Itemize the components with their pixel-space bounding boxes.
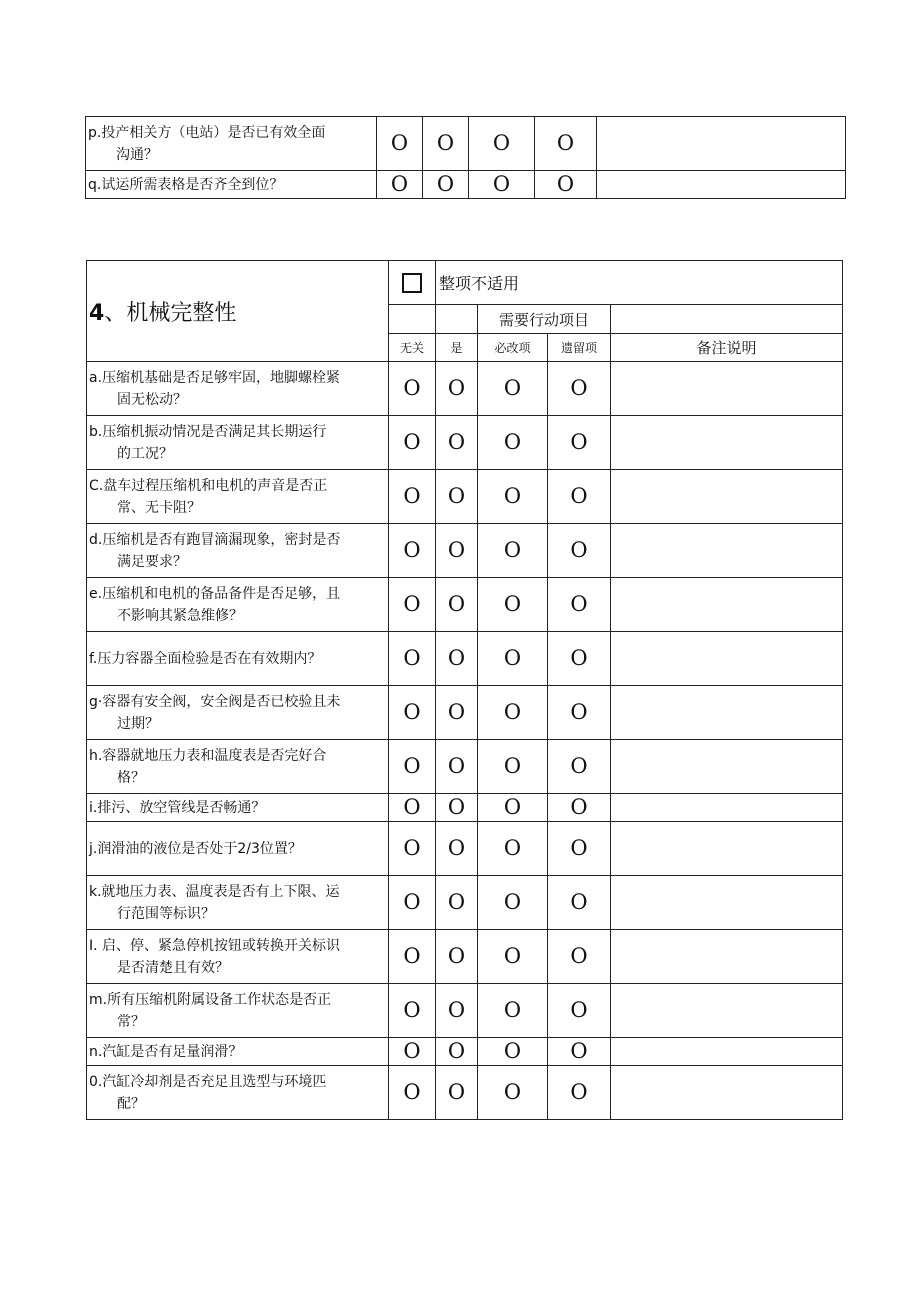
question-text: h.容器就地压力表和温度表是否完好合	[89, 747, 327, 764]
must-fix-option[interactable]: O	[478, 984, 548, 1038]
col-irrelevant: 无关	[389, 334, 436, 362]
empty-header-cell	[389, 305, 436, 334]
table-row	[87, 740, 843, 794]
legacy-option[interactable]: O	[548, 686, 611, 740]
irrelevant-option[interactable]: O	[389, 470, 436, 524]
question-cell	[86, 171, 377, 199]
legacy-option[interactable]: O	[548, 416, 611, 470]
yes-option[interactable]: O	[436, 794, 478, 822]
yes-option[interactable]: O	[436, 632, 478, 686]
question-text-continued: 不影响其紧急维修？	[117, 607, 243, 624]
yes-option[interactable]: O	[436, 362, 478, 416]
legacy-option[interactable]: O	[548, 632, 611, 686]
yes-option[interactable]: O	[436, 578, 478, 632]
table-row	[87, 794, 843, 822]
irrelevant-option[interactable]: O	[389, 524, 436, 578]
question-cell	[87, 632, 389, 686]
table-row	[87, 632, 843, 686]
question-cell	[87, 686, 389, 740]
yes-option[interactable]: O	[436, 876, 478, 930]
question-cell	[87, 416, 389, 470]
col-yes: 是	[436, 334, 478, 362]
legacy-option[interactable]: O	[548, 524, 611, 578]
not-applicable-label: 整项不适用	[436, 261, 843, 305]
question-cell	[87, 984, 389, 1038]
irrelevant-option[interactable]: O	[389, 1066, 436, 1120]
must-fix-option[interactable]: O	[478, 1066, 548, 1120]
question-text-continued: 是否清楚且有效？	[117, 959, 229, 976]
legacy-option[interactable]: O	[548, 470, 611, 524]
table-row	[87, 1038, 843, 1066]
question-text: b.压缩机振动情况是否满足其长期运行	[89, 423, 327, 440]
question-text: q.试运所需表格是否齐全到位？	[88, 176, 284, 193]
question-text-continued: 满足要求？	[117, 553, 187, 570]
question-cell	[87, 470, 389, 524]
must-fix-option[interactable]: O	[478, 416, 548, 470]
remarks-cell[interactable]	[597, 171, 846, 199]
question-text-continued: 常、无卡阻？	[117, 499, 201, 516]
yes-option[interactable]: O	[436, 1038, 478, 1066]
col-must-fix: 必改项	[478, 334, 548, 362]
question-text-continued: 行范围等标识？	[117, 905, 215, 922]
remarks-cell[interactable]	[611, 362, 843, 416]
yes-option[interactable]: O	[436, 524, 478, 578]
question-text-continued: 的工况？	[117, 445, 173, 462]
irrelevant-option[interactable]: O	[389, 578, 436, 632]
irrelevant-option[interactable]: O	[389, 686, 436, 740]
yes-option[interactable]: O	[436, 416, 478, 470]
remarks-cell[interactable]	[611, 470, 843, 524]
question-text: 0.汽缸冷却剂是否充足且选型与环境匹	[89, 1073, 327, 1090]
remarks-cell[interactable]	[611, 686, 843, 740]
must-fix-option[interactable]: O	[478, 632, 548, 686]
legacy-option[interactable]: O	[548, 578, 611, 632]
table-row	[87, 930, 843, 984]
irrelevant-option[interactable]: O	[389, 740, 436, 794]
table-row	[87, 470, 843, 524]
question-text-continued: 常？	[117, 1013, 145, 1030]
irrelevant-option[interactable]: O	[377, 117, 423, 171]
table-row	[86, 171, 846, 199]
question-text: p.投产相关方（电站）是否已有效全面	[88, 124, 326, 141]
remarks-cell[interactable]	[611, 632, 843, 686]
remarks-cell[interactable]	[611, 524, 843, 578]
must-fix-option[interactable]: O	[478, 362, 548, 416]
question-text-continued: 过期？	[117, 715, 159, 732]
yes-option[interactable]: O	[436, 1066, 478, 1120]
table-row	[87, 984, 843, 1038]
section-4-table	[86, 260, 843, 1120]
remarks-cell[interactable]	[611, 1066, 843, 1120]
yes-option[interactable]: O	[436, 686, 478, 740]
remarks-cell[interactable]	[611, 984, 843, 1038]
must-fix-option[interactable]: O	[478, 524, 548, 578]
irrelevant-option[interactable]: O	[389, 416, 436, 470]
remarks-cell[interactable]	[611, 794, 843, 822]
must-fix-option[interactable]: O	[478, 930, 548, 984]
table-row	[87, 1066, 843, 1120]
table-row	[87, 362, 843, 416]
question-cell	[87, 578, 389, 632]
question-cell	[87, 740, 389, 794]
question-text: f.压力容器全面检验是否在有效期内？	[89, 650, 322, 667]
question-text-continued: 沟通？	[116, 146, 158, 163]
remarks-cell[interactable]	[611, 822, 843, 876]
question-text: i.排污、放空管线是否畅通？	[89, 799, 266, 816]
must-fix-option[interactable]: O	[469, 117, 535, 171]
legacy-option[interactable]: O	[548, 794, 611, 822]
question-text: n.汽缸是否有足量润滑？	[89, 1043, 243, 1060]
table-row	[86, 117, 846, 171]
not-applicable-checkbox-cell[interactable]	[389, 261, 436, 305]
section-title	[87, 261, 389, 362]
need-action-label: 需要行动项目	[478, 305, 611, 334]
question-text-continued: 配？	[117, 1095, 145, 1112]
remarks-cell[interactable]	[597, 117, 846, 171]
table-row	[87, 524, 843, 578]
remarks-cell[interactable]	[611, 416, 843, 470]
remarks-cell[interactable]	[611, 876, 843, 930]
irrelevant-option[interactable]: O	[389, 984, 436, 1038]
question-cell	[87, 1066, 389, 1120]
question-text: a.压缩机基础是否足够牢固，地脚螺栓紧	[89, 369, 341, 386]
legacy-option[interactable]: O	[535, 117, 597, 171]
remarks-cell[interactable]	[611, 930, 843, 984]
irrelevant-option[interactable]: O	[389, 876, 436, 930]
yes-option[interactable]: O	[436, 822, 478, 876]
checklist-table-top	[85, 116, 846, 199]
question-cell	[87, 930, 389, 984]
question-cell	[87, 362, 389, 416]
question-cell	[86, 117, 377, 171]
legacy-option[interactable]: O	[535, 171, 597, 199]
irrelevant-option[interactable]: O	[389, 1038, 436, 1066]
irrelevant-option[interactable]: O	[377, 171, 423, 199]
question-text: j.润滑油的液位是否处于2/3位置？	[89, 840, 302, 857]
legacy-option[interactable]: O	[548, 362, 611, 416]
irrelevant-option[interactable]: O	[389, 930, 436, 984]
question-cell	[87, 876, 389, 930]
yes-option[interactable]: O	[436, 470, 478, 524]
legacy-option[interactable]: O	[548, 1038, 611, 1066]
must-fix-option[interactable]: O	[469, 171, 535, 199]
remarks-cell[interactable]	[611, 1038, 843, 1066]
empty-header-cell	[436, 305, 478, 334]
question-cell	[87, 1038, 389, 1066]
irrelevant-option[interactable]: O	[389, 822, 436, 876]
must-fix-option[interactable]: O	[478, 822, 548, 876]
must-fix-option[interactable]: O	[478, 740, 548, 794]
must-fix-option[interactable]: O	[478, 470, 548, 524]
must-fix-option[interactable]: O	[478, 876, 548, 930]
question-text: g·容器有安全阀，安全阀是否已校验且未	[89, 693, 341, 710]
question-text: I. 启、停、紧急停机按钮或转换开关标识	[89, 937, 341, 954]
legacy-option[interactable]: O	[548, 984, 611, 1038]
legacy-option[interactable]: O	[548, 822, 611, 876]
question-text-continued: 固无松动？	[117, 391, 187, 408]
table-row	[87, 822, 843, 876]
col-remarks: 备注说明	[611, 334, 843, 362]
must-fix-option[interactable]: O	[478, 794, 548, 822]
empty-header-cell	[611, 305, 843, 334]
remarks-cell[interactable]	[611, 578, 843, 632]
not-applicable-checkbox[interactable]	[402, 273, 422, 293]
yes-option[interactable]: O	[436, 984, 478, 1038]
must-fix-option[interactable]: O	[478, 578, 548, 632]
irrelevant-option[interactable]: O	[389, 362, 436, 416]
question-text: d.压缩机是否有跑冒滴漏现象，密封是否	[89, 531, 341, 548]
legacy-option[interactable]: O	[548, 930, 611, 984]
table-row	[87, 416, 843, 470]
yes-option[interactable]: O	[423, 117, 469, 171]
must-fix-option[interactable]: O	[478, 686, 548, 740]
yes-option[interactable]: O	[423, 171, 469, 199]
section-title-text: 、机械完整性	[104, 300, 237, 326]
question-text: C.盘车过程压缩机和电机的声音是否正	[89, 477, 328, 494]
question-cell	[87, 524, 389, 578]
section-number: 4	[89, 300, 105, 326]
table-row	[87, 578, 843, 632]
question-cell	[87, 822, 389, 876]
legacy-option[interactable]: O	[548, 740, 611, 794]
must-fix-option[interactable]: O	[478, 1038, 548, 1066]
legacy-option[interactable]: O	[548, 876, 611, 930]
table-row	[87, 686, 843, 740]
irrelevant-option[interactable]: O	[389, 794, 436, 822]
question-text-continued: 格？	[117, 769, 145, 786]
yes-option[interactable]: O	[436, 740, 478, 794]
irrelevant-option[interactable]: O	[389, 632, 436, 686]
yes-option[interactable]: O	[436, 930, 478, 984]
question-cell	[87, 794, 389, 822]
question-text: m.所有压缩机附属设备工作状态是否正	[89, 991, 332, 1008]
table-row	[87, 876, 843, 930]
question-text: k.就地压力表、温度表是否有上下限、运	[89, 883, 340, 900]
legacy-option[interactable]: O	[548, 1066, 611, 1120]
col-legacy: 遗留项	[548, 334, 611, 362]
remarks-cell[interactable]	[611, 740, 843, 794]
question-text: e.压缩机和电机的备品备件是否足够，且	[89, 585, 341, 602]
